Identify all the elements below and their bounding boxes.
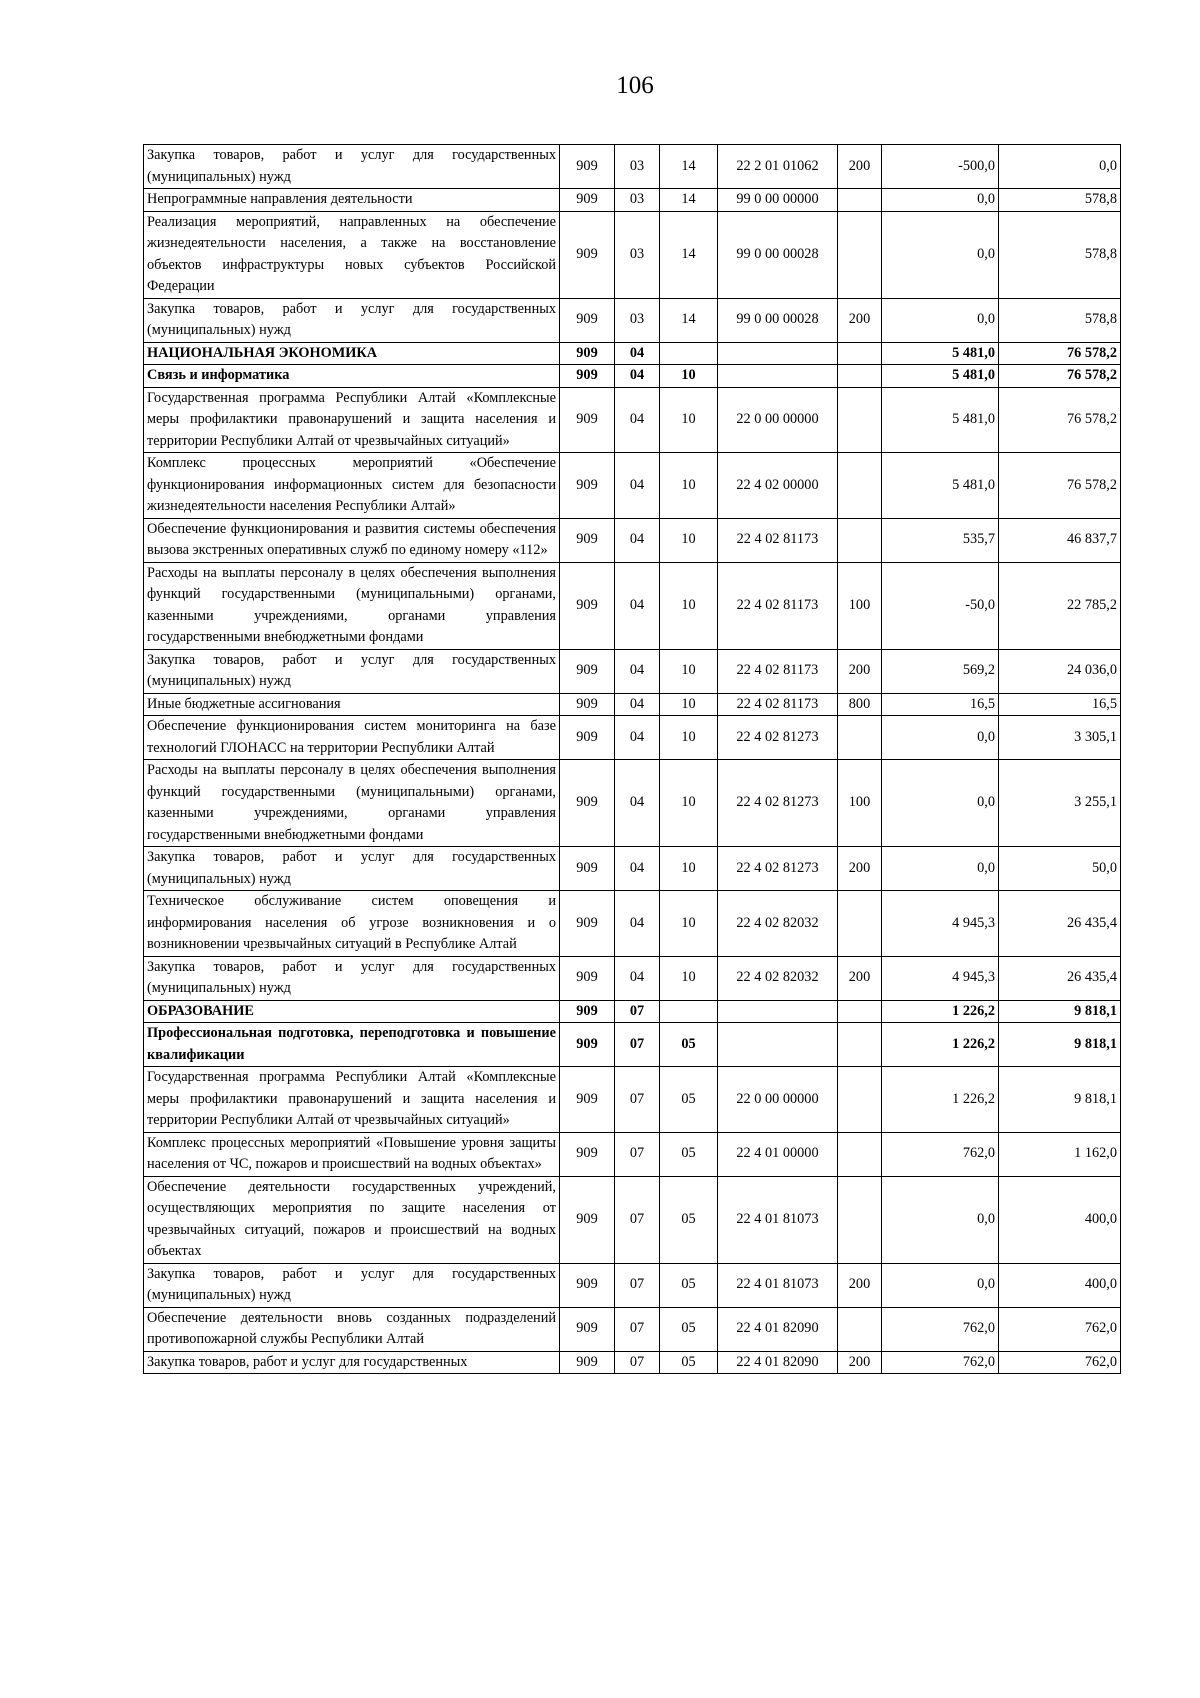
section-code: 03 [615,298,660,342]
section-code: 04 [615,649,660,693]
amount-change: 762,0 [882,1307,999,1351]
amount-change: 5 481,0 [882,342,999,365]
ministry-code: 909 [560,189,615,212]
expense-type-code: 200 [838,298,882,342]
amount-change: 0,0 [882,760,999,847]
amount-total: 762,0 [999,1307,1121,1351]
amount-total: 50,0 [999,847,1121,891]
expense-type-code [838,716,882,760]
amount-change: 16,5 [882,693,999,716]
subsection-code: 05 [660,1067,718,1133]
amount-change: 5 481,0 [882,453,999,519]
row-name: Непрограммные направления деятельности [144,189,560,212]
amount-change: 0,0 [882,716,999,760]
amount-total: 9 818,1 [999,1023,1121,1067]
ministry-code: 909 [560,1023,615,1067]
subsection-code: 10 [660,847,718,891]
subsection-code: 14 [660,189,718,212]
amount-total: 24 036,0 [999,649,1121,693]
expense-type-code [838,1023,882,1067]
target-article-code: 22 4 02 81173 [718,518,838,562]
target-article-code [718,365,838,388]
subsection-code: 14 [660,298,718,342]
amount-total: 76 578,2 [999,453,1121,519]
section-code: 04 [615,453,660,519]
target-article-code: 22 4 01 82090 [718,1351,838,1374]
table-row [144,1307,1121,1351]
subsection-code: 05 [660,1307,718,1351]
table-row [144,649,1121,693]
section-code: 04 [615,716,660,760]
section-code: 07 [615,1176,660,1263]
section-code: 03 [615,145,660,189]
row-name: Техническое обслуживание систем оповещения и информирования населения об угрозе возникновения и о возникновении чрезвычайных ситуаций в Республике Алтай [144,891,560,957]
table-row [144,1067,1121,1133]
expense-type-code: 200 [838,1351,882,1374]
table-row [144,716,1121,760]
subsection-code: 10 [660,760,718,847]
ministry-code: 909 [560,847,615,891]
row-name: Закупка товаров, работ и услуг для государственных (муниципальных) нужд [144,1263,560,1307]
target-article-code: 22 4 02 81273 [718,716,838,760]
target-article-code: 22 4 02 81173 [718,649,838,693]
ministry-code: 909 [560,1067,615,1133]
expense-type-code: 100 [838,562,882,649]
ministry-code: 909 [560,562,615,649]
amount-total: 3 255,1 [999,760,1121,847]
ministry-code: 909 [560,716,615,760]
subsection-code [660,1000,718,1023]
table-row [144,1176,1121,1263]
ministry-code: 909 [560,211,615,298]
row-name: Реализация мероприятий, направленных на обеспечение жизнедеятельности населения, а также на восстановление объектов инфраструктуры новых субъектов Российской Федерации [144,211,560,298]
table-row [144,145,1121,189]
target-article-code [718,1023,838,1067]
section-code: 04 [615,956,660,1000]
row-name: Иные бюджетные ассигнования [144,693,560,716]
amount-change: 0,0 [882,847,999,891]
amount-change: 0,0 [882,1176,999,1263]
table-row [144,1263,1121,1307]
ministry-code: 909 [560,649,615,693]
section-code: 04 [615,518,660,562]
section-code: 07 [615,1132,660,1176]
section-code: 04 [615,760,660,847]
target-article-code: 99 0 00 00028 [718,211,838,298]
page-number: 106 [616,72,654,99]
ministry-code: 909 [560,1351,615,1374]
expense-type-code [838,211,882,298]
section-code: 07 [615,1351,660,1374]
amount-change: 5 481,0 [882,387,999,453]
table-row [144,453,1121,519]
expense-type-code [838,1307,882,1351]
amount-total: 26 435,4 [999,956,1121,1000]
target-article-code: 22 4 01 00000 [718,1132,838,1176]
amount-total: 9 818,1 [999,1067,1121,1133]
ministry-code: 909 [560,1132,615,1176]
ministry-code: 909 [560,518,615,562]
amount-change: 0,0 [882,1263,999,1307]
subsection-code: 10 [660,387,718,453]
ministry-code: 909 [560,760,615,847]
amount-total: 762,0 [999,1351,1121,1374]
amount-change: 5 481,0 [882,365,999,388]
row-name: Комплекс процессных мероприятий «Обеспечение функционирования информационных систем для безопасности жизнедеятельности населения Республики Алтай» [144,453,560,519]
subsection-code: 10 [660,649,718,693]
amount-total: 9 818,1 [999,1000,1121,1023]
table-row [144,847,1121,891]
row-name: Закупка товаров, работ и услуг для государственных (муниципальных) нужд [144,847,560,891]
expense-type-code: 100 [838,760,882,847]
row-name: Обеспечение деятельности государственных учреждений, осуществляющих мероприятия по защите населения от чрезвычайных ситуаций, пожаров и происшествий на водных объектах [144,1176,560,1263]
amount-total: 578,8 [999,189,1121,212]
amount-total: 578,8 [999,298,1121,342]
table-row [144,387,1121,453]
amount-change: 0,0 [882,189,999,212]
table-row [144,956,1121,1000]
expense-type-code: 200 [838,1263,882,1307]
subsection-code: 05 [660,1023,718,1067]
ministry-code: 909 [560,342,615,365]
subsection-code: 10 [660,693,718,716]
target-article-code: 22 4 01 82090 [718,1307,838,1351]
row-name: Обеспечение функционирования и развития системы обеспечения вызова экстренных оперативных служб по единому номеру «112» [144,518,560,562]
amount-total: 400,0 [999,1263,1121,1307]
row-name: Связь и информатика [144,365,560,388]
target-article-code: 22 4 02 81273 [718,847,838,891]
expense-type-code [838,891,882,957]
amount-total: 1 162,0 [999,1132,1121,1176]
row-name: Расходы на выплаты персоналу в целях обеспечения выполнения функций государственными (муниципальными) органами, казенными учреждениями, органами управления государственными внебюджетными фондами [144,562,560,649]
section-code: 04 [615,342,660,365]
amount-change: 762,0 [882,1132,999,1176]
target-article-code [718,342,838,365]
table-row [144,365,1121,388]
amount-change: 0,0 [882,298,999,342]
expense-type-code [838,1176,882,1263]
section-code: 04 [615,387,660,453]
section-code: 03 [615,189,660,212]
subsection-code: 10 [660,453,718,519]
section-code: 04 [615,693,660,716]
amount-change: 1 226,2 [882,1023,999,1067]
amount-change: 1 226,2 [882,1000,999,1023]
expense-type-code [838,189,882,212]
ministry-code: 909 [560,891,615,957]
table-row [144,518,1121,562]
amount-change: 4 945,3 [882,891,999,957]
target-article-code: 22 4 02 81173 [718,693,838,716]
expense-type-code: 200 [838,145,882,189]
row-name: Закупка товаров, работ и услуг для государственных (муниципальных) нужд [144,298,560,342]
ministry-code: 909 [560,1000,615,1023]
row-name: НАЦИОНАЛЬНАЯ ЭКОНОМИКА [144,342,560,365]
subsection-code: 10 [660,518,718,562]
row-name: Закупка товаров, работ и услуг для государственных (муниципальных) нужд [144,649,560,693]
expense-type-code [838,365,882,388]
row-name: Закупка товаров, работ и услуг для государственных (муниципальных) нужд [144,956,560,1000]
subsection-code: 05 [660,1132,718,1176]
subsection-code: 10 [660,956,718,1000]
target-article-code [718,1000,838,1023]
section-code: 07 [615,1023,660,1067]
row-name: Государственная программа Республики Алтай «Комплексные меры профилактики правонарушений и защита населения и территории Республики Алтай от чрезвычайных ситуаций» [144,1067,560,1133]
section-code: 07 [615,1263,660,1307]
ministry-code: 909 [560,956,615,1000]
target-article-code: 22 2 01 01062 [718,145,838,189]
table-row [144,298,1121,342]
section-code: 04 [615,847,660,891]
row-name: Обеспечение функционирования систем мониторинга на базе технологий ГЛОНАСС на территории Республики Алтай [144,716,560,760]
row-name: Государственная программа Республики Алтай «Комплексные меры профилактики правонарушений и защита населения и территории Республики Алтай от чрезвычайных ситуаций» [144,387,560,453]
amount-total: 76 578,2 [999,387,1121,453]
amount-change: 569,2 [882,649,999,693]
amount-total: 16,5 [999,693,1121,716]
row-name: Профессиональная подготовка, переподготовка и повышение квалификации [144,1023,560,1067]
expense-type-code [838,342,882,365]
amount-total: 3 305,1 [999,716,1121,760]
subsection-code: 10 [660,891,718,957]
ministry-code: 909 [560,298,615,342]
subsection-code: 05 [660,1263,718,1307]
section-code: 07 [615,1067,660,1133]
table-row [144,211,1121,298]
expense-type-code: 200 [838,847,882,891]
subsection-code [660,342,718,365]
expense-type-code: 200 [838,649,882,693]
target-article-code: 99 0 00 00000 [718,189,838,212]
table-row [144,1132,1121,1176]
amount-change: -500,0 [882,145,999,189]
ministry-code: 909 [560,387,615,453]
ministry-code: 909 [560,693,615,716]
expense-type-code: 800 [838,693,882,716]
table-row [144,189,1121,212]
row-name: Расходы на выплаты персоналу в целях обеспечения выполнения функций государственными (муниципальными) органами, казенными учреждениями, органами управления государственными внебюджетными фондами [144,760,560,847]
subsection-code: 10 [660,716,718,760]
amount-total: 0,0 [999,145,1121,189]
section-code: 07 [615,1000,660,1023]
amount-total: 400,0 [999,1176,1121,1263]
target-article-code: 22 0 00 00000 [718,387,838,453]
section-code: 04 [615,891,660,957]
table-row [144,891,1121,957]
subsection-code: 10 [660,562,718,649]
section-code: 04 [615,562,660,649]
expense-type-code [838,1067,882,1133]
amount-total: 578,8 [999,211,1121,298]
target-article-code: 99 0 00 00028 [718,298,838,342]
expense-type-code [838,387,882,453]
amount-change: 1 226,2 [882,1067,999,1133]
target-article-code: 22 4 02 81273 [718,760,838,847]
target-article-code: 22 4 02 82032 [718,956,838,1000]
budget-table [143,144,1121,1374]
amount-change: 0,0 [882,211,999,298]
table-row [144,1351,1121,1374]
table-row [144,1023,1121,1067]
section-code: 03 [615,211,660,298]
table-row [144,693,1121,716]
subsection-code: 14 [660,145,718,189]
table-row [144,1000,1121,1023]
subsection-code: 05 [660,1351,718,1374]
table-row [144,760,1121,847]
amount-total: 26 435,4 [999,891,1121,957]
amount-change: -50,0 [882,562,999,649]
target-article-code: 22 4 02 82032 [718,891,838,957]
amount-total: 22 785,2 [999,562,1121,649]
section-code: 07 [615,1307,660,1351]
amount-total: 46 837,7 [999,518,1121,562]
ministry-code: 909 [560,1307,615,1351]
row-name: Обеспечение деятельности вновь созданных подразделений противопожарной службы Республики Алтай [144,1307,560,1351]
amount-change: 4 945,3 [882,956,999,1000]
expense-type-code [838,453,882,519]
table-body [144,145,1121,1374]
ministry-code: 909 [560,365,615,388]
section-code: 04 [615,365,660,388]
ministry-code: 909 [560,1176,615,1263]
table-row [144,562,1121,649]
target-article-code: 22 4 02 00000 [718,453,838,519]
amount-change: 762,0 [882,1351,999,1374]
ministry-code: 909 [560,453,615,519]
ministry-code: 909 [560,145,615,189]
amount-change: 535,7 [882,518,999,562]
table-row [144,342,1121,365]
target-article-code: 22 4 01 81073 [718,1176,838,1263]
expense-type-code [838,518,882,562]
target-article-code: 22 4 02 81173 [718,562,838,649]
amount-total: 76 578,2 [999,365,1121,388]
expense-type-code: 200 [838,956,882,1000]
expense-type-code [838,1132,882,1176]
amount-total: 76 578,2 [999,342,1121,365]
row-name: ОБРАЗОВАНИЕ [144,1000,560,1023]
row-name: Закупка товаров, работ и услуг для государственных (муниципальных) нужд [144,145,560,189]
subsection-code: 05 [660,1176,718,1263]
row-name: Закупка товаров, работ и услуг для государственных [144,1351,560,1374]
row-name: Комплекс процессных мероприятий «Повышение уровня защиты населения от ЧС, пожаров и происшествий на водных объектах» [144,1132,560,1176]
target-article-code: 22 0 00 00000 [718,1067,838,1133]
subsection-code: 14 [660,211,718,298]
subsection-code: 10 [660,365,718,388]
expense-type-code [838,1000,882,1023]
ministry-code: 909 [560,1263,615,1307]
target-article-code: 22 4 01 81073 [718,1263,838,1307]
